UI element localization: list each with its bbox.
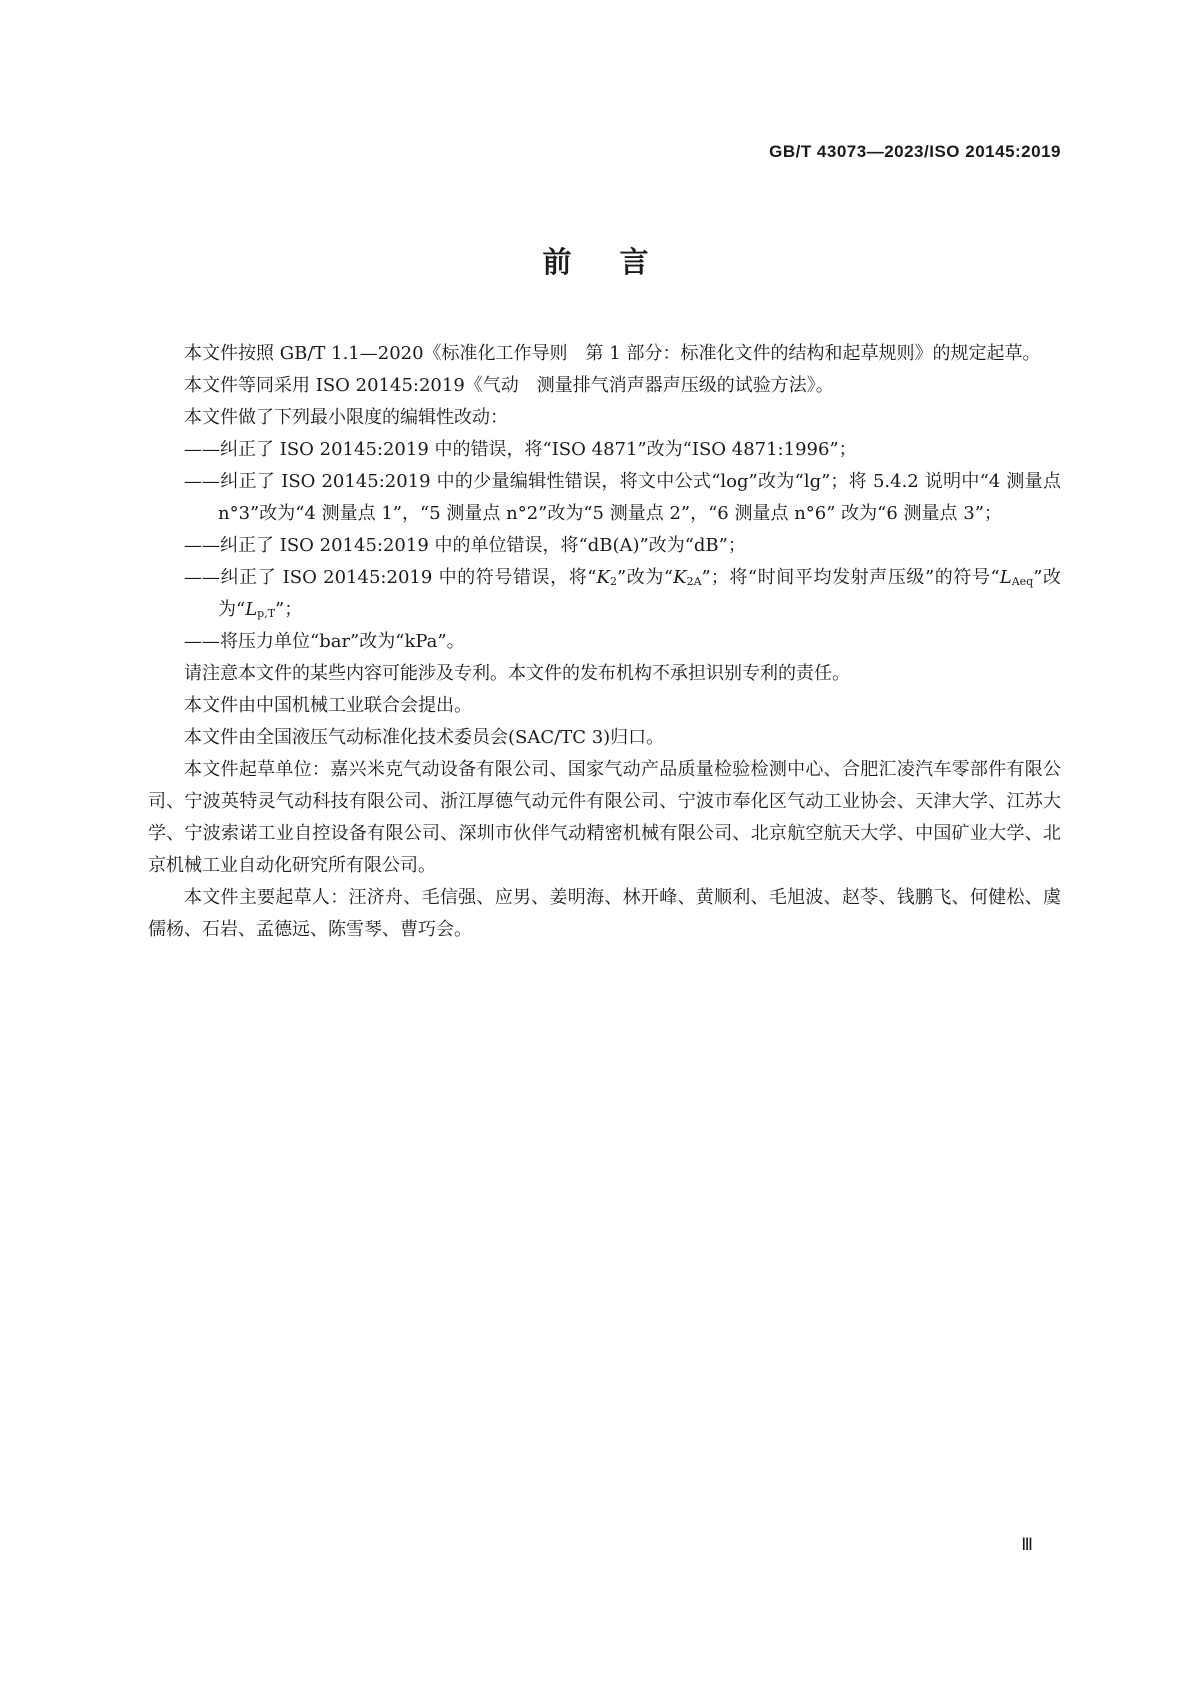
change-item-4-text-d: ”改为“	[218, 567, 1062, 620]
symbol-l: L	[999, 567, 1012, 588]
change-item-1: ——纠正了 ISO 20145:2019 中的错误，将“ISO 4871”改为“ISO 4871:1996”；	[184, 439, 857, 460]
standard-number: GB/T 43073—2023/ISO 20145:2019	[769, 142, 1061, 161]
paragraph-proposer: 本文件由中国机械工业联合会提出。	[184, 695, 472, 716]
change-item-2: ——纠正了 ISO 20145:2019 中的少量编辑性错误，将文中公式“log”改为“lg”；将 5.4.2 说明中“4 测量点 n°3”改为“4 测量点 1”，“5 测量点 n°2”改为“5 测量点 2”，“6 测量点 n°6” 改为“6 测量点 3”；	[184, 471, 1061, 524]
symbol-k: K	[596, 567, 610, 588]
foreword-body	[148, 338, 1061, 946]
change-item-4	[148, 562, 1061, 626]
paragraph-committee: 本文件由全国液压气动标准化技术委员会(SAC/TC 3)归口。	[184, 727, 665, 748]
paragraph-adoption: 本文件等同采用 ISO 20145:2019《气动 测量排气消声器声压级的试验方法》。	[184, 375, 834, 396]
paragraph-changes-intro: 本文件做了下列最小限度的编辑性改动：	[184, 407, 508, 428]
change-item-5: ——将压力单位“bar”改为“kPa”。	[184, 631, 465, 652]
paragraph-drafting-rules: 本文件按照 GB/T 1.1—2020《标准化工作导则 第 1 部分：标准化文件的结构和起草规则》的规定起草。	[184, 343, 1041, 364]
change-item-4-text-c: ”；将“时间平均发射声压级”的符号“	[701, 567, 1000, 588]
symbol-k-new: K	[673, 567, 687, 588]
page-title: 前言	[542, 245, 697, 279]
change-item-4-text-b: ”改为“	[616, 567, 674, 588]
symbol-k-new-subscript: 2A	[686, 575, 702, 588]
change-item-3: ——纠正了 ISO 20145:2019 中的单位错误，将“dB(A)”改为“dB”；	[184, 535, 746, 556]
page-number: Ⅲ	[1021, 1535, 1033, 1555]
symbol-l-subscript: Aeq	[1011, 575, 1034, 588]
paragraph-drafting-units: 本文件起草单位：嘉兴米克气动设备有限公司、国家气动产品质量检验检测中心、合肥汇凌汽车零部件有限公司、宁波英特灵气动科技有限公司、浙江厚德气动元件有限公司、宁波市奉化区气动工业协会、天津大学、江苏大学、宁波索诺工业自控设备有限公司、深圳市伙伴气动精密机械有限公司、北京航空航天大学、中国矿业大学、北京机械工业自动化研究所有限公司。	[148, 759, 1061, 876]
paragraph-patent-notice: 请注意本文件的某些内容可能涉及专利。本文件的发布机构不承担识别专利的责任。	[184, 663, 850, 684]
paragraph-drafters: 本文件主要起草人：汪济舟、毛信强、应男、姜明海、林开峰、黄顺利、毛旭波、赵苓、钱鹏飞、何健松、虞儒杨、石岩、孟德远、陈雪琴、曹巧会。	[148, 887, 1061, 940]
symbol-l-new: L	[245, 599, 258, 620]
symbol-l-new-subscript: p,T	[257, 607, 276, 620]
change-item-4-text-a: ——纠正了 ISO 20145:2019 中的符号错误，将“	[184, 567, 597, 588]
change-item-4-text-e: ”；	[275, 599, 303, 620]
symbol-k-subscript: 2	[609, 575, 617, 588]
